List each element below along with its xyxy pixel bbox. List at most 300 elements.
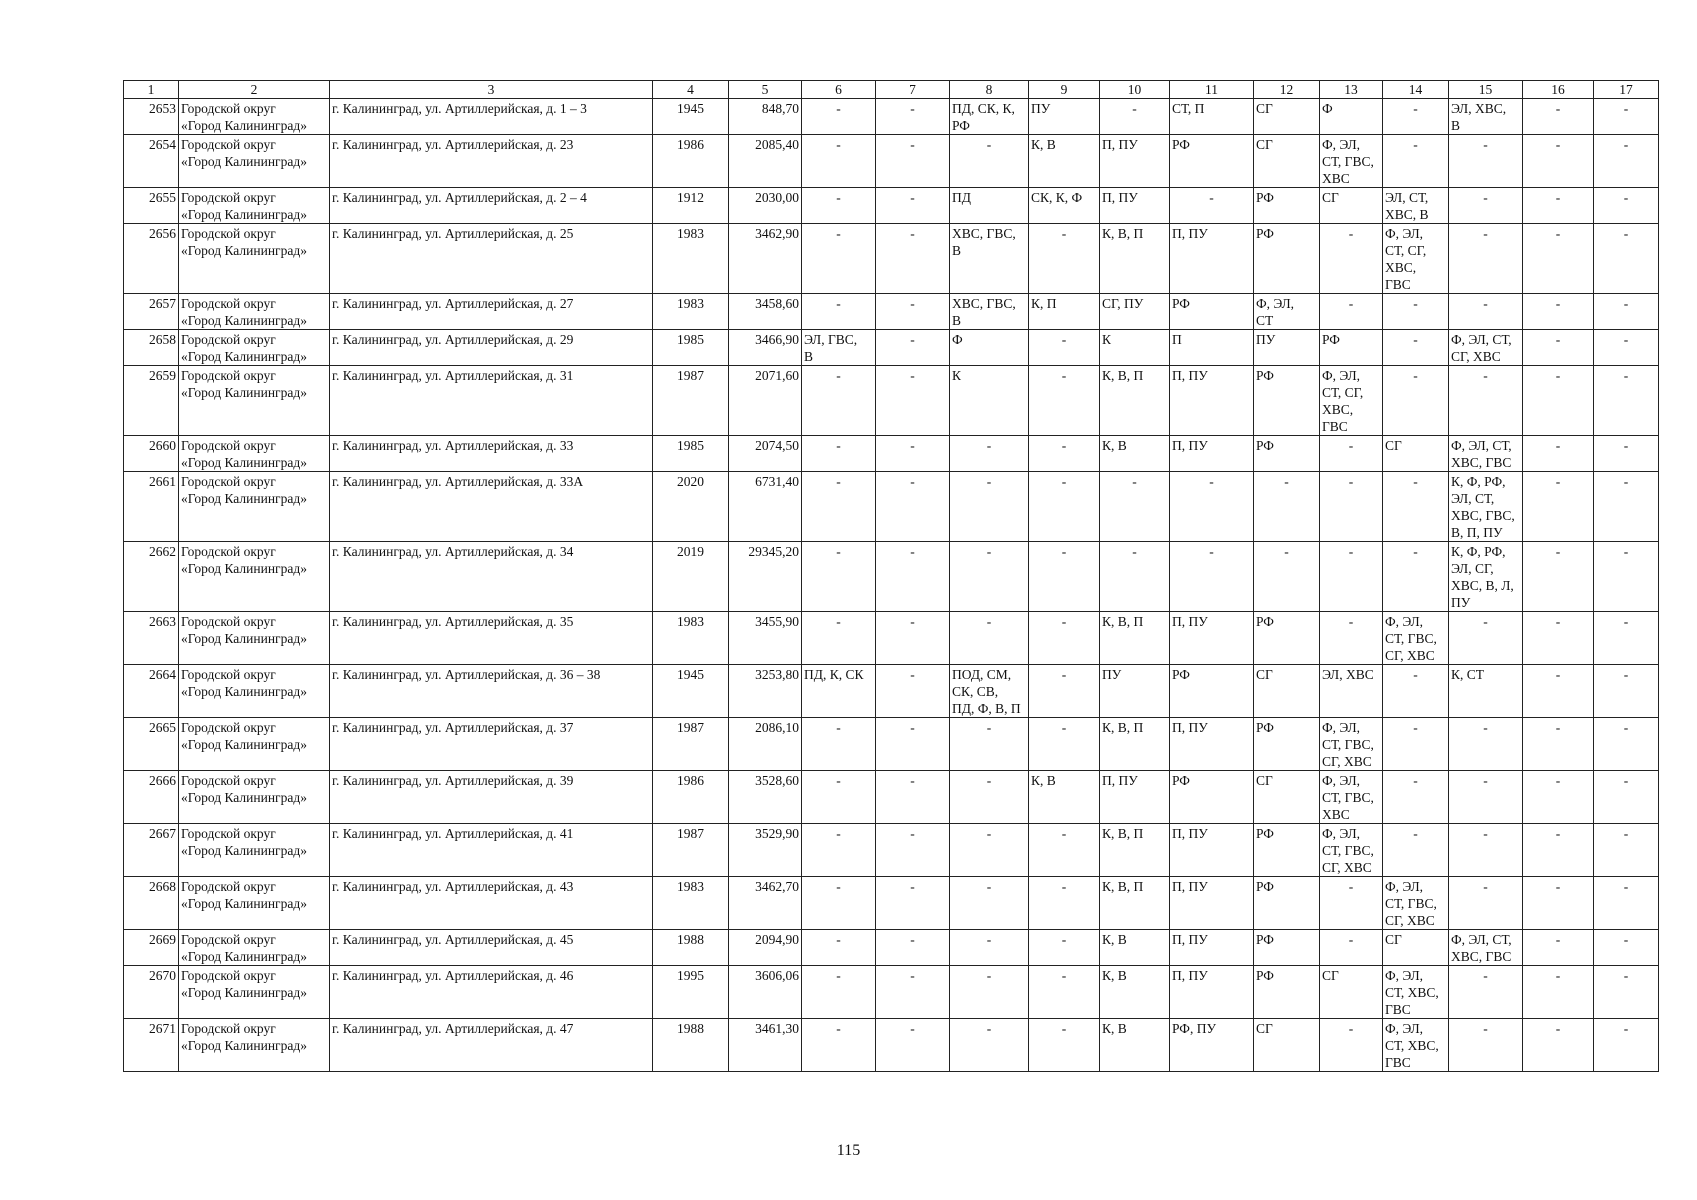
table-cell: 1983 [653, 877, 729, 930]
table-cell: - [876, 542, 950, 612]
table-cell: 2019 [653, 542, 729, 612]
table-cell: 3461,30 [729, 1019, 802, 1072]
table-cell: 1983 [653, 294, 729, 330]
table-cell: Ф, ЭЛ, СТ, ГВС, ХВС [1320, 771, 1383, 824]
table-cell: Городской округ «Город Калининград» [179, 330, 330, 366]
table-cell: - [1254, 472, 1320, 542]
table-cell: ПУ [1254, 330, 1320, 366]
table-cell: - [802, 188, 876, 224]
column-header-1: 1 [124, 81, 179, 99]
table-cell: 2671 [124, 1019, 179, 1072]
table-cell: Ф, ЭЛ, СТ, СГ, ХВС [1449, 330, 1523, 366]
table-cell: 2670 [124, 966, 179, 1019]
table-cell: 1912 [653, 188, 729, 224]
table-cell: Городской округ «Город Калининград» [179, 966, 330, 1019]
table-cell: 1985 [653, 330, 729, 366]
table-cell: - [876, 188, 950, 224]
table-row [124, 718, 1659, 771]
table-cell: - [1320, 1019, 1383, 1072]
table-cell: К, В, П [1100, 877, 1170, 930]
table-cell: П, ПУ [1170, 436, 1254, 472]
table-cell: 2654 [124, 135, 179, 188]
table-cell: - [1449, 135, 1523, 188]
table-cell: - [950, 718, 1029, 771]
table-cell: - [1594, 612, 1659, 665]
column-header-7: 7 [876, 81, 950, 99]
table-cell: - [1594, 366, 1659, 436]
table-cell: - [1029, 366, 1100, 436]
table-cell: Городской округ «Город Калининград» [179, 824, 330, 877]
table-cell: г. Калининград, ул. Артиллерийская, д. 25 [330, 224, 653, 294]
table-cell: - [950, 472, 1029, 542]
table-cell: г. Калининград, ул. Артиллерийская, д. 43 [330, 877, 653, 930]
column-header-16: 16 [1523, 81, 1594, 99]
table-cell: ЭЛ, ХВС [1320, 665, 1383, 718]
table-cell: - [1523, 472, 1594, 542]
table-cell: РФ [1254, 366, 1320, 436]
table-cell: РФ [1254, 188, 1320, 224]
table-cell: - [1594, 930, 1659, 966]
table-cell: - [876, 612, 950, 665]
table-row [124, 99, 1659, 135]
table-cell: 3462,70 [729, 877, 802, 930]
table-row [124, 1019, 1659, 1072]
table-cell: ПУ [1029, 99, 1100, 135]
table-cell: 2669 [124, 930, 179, 966]
table-cell: К, В, П [1100, 224, 1170, 294]
table-cell: - [950, 930, 1029, 966]
table-cell: 29345,20 [729, 542, 802, 612]
table-cell: Ф, ЭЛ, СТ, ГВС, СГ, ХВС [1383, 612, 1449, 665]
table-cell: Городской округ «Город Калининград» [179, 718, 330, 771]
table-row [124, 877, 1659, 930]
table-cell: - [876, 224, 950, 294]
table-cell: - [876, 330, 950, 366]
table-cell: - [1594, 330, 1659, 366]
table-cell: г. Калининград, ул. Артиллерийская, д. 29 [330, 330, 653, 366]
table-cell: К, В [1100, 966, 1170, 1019]
table-cell: Городской округ «Город Калининград» [179, 542, 330, 612]
table-cell: г. Калининград, ул. Артиллерийская, д. 39 [330, 771, 653, 824]
table-cell: 2658 [124, 330, 179, 366]
table-cell: - [1100, 542, 1170, 612]
table-cell: 1983 [653, 612, 729, 665]
table-cell: - [1383, 718, 1449, 771]
table-cell: Городской округ «Город Калининград» [179, 436, 330, 472]
table-cell: К, В [1100, 930, 1170, 966]
table-cell: РФ, ПУ [1170, 1019, 1254, 1072]
table-cell: 3455,90 [729, 612, 802, 665]
table-cell: - [1029, 330, 1100, 366]
table-cell: 2086,10 [729, 718, 802, 771]
column-header-9: 9 [1029, 81, 1100, 99]
table-cell: СГ [1254, 135, 1320, 188]
table-cell: Городской округ «Город Калининград» [179, 771, 330, 824]
table-cell: - [802, 612, 876, 665]
table-cell: - [1523, 665, 1594, 718]
table-cell: - [950, 824, 1029, 877]
table-cell: Ф, ЭЛ, СТ, ХВС, ГВС [1449, 930, 1523, 966]
table-cell: РФ [1254, 224, 1320, 294]
table-cell: - [1029, 718, 1100, 771]
table-cell: - [876, 436, 950, 472]
table-cell: - [876, 294, 950, 330]
table-cell: - [1594, 966, 1659, 1019]
table-cell: 6731,40 [729, 472, 802, 542]
table-cell: - [1320, 930, 1383, 966]
table-cell: - [1449, 1019, 1523, 1072]
table-cell: К, В [1100, 1019, 1170, 1072]
table-cell: - [1594, 472, 1659, 542]
table-cell: - [802, 366, 876, 436]
table-cell: - [1029, 1019, 1100, 1072]
table-row [124, 135, 1659, 188]
table-cell: РФ [1254, 930, 1320, 966]
table-cell: 2653 [124, 99, 179, 135]
table-cell: 1995 [653, 966, 729, 1019]
table-cell: 1985 [653, 436, 729, 472]
table-cell: - [876, 665, 950, 718]
table-cell: Городской округ «Город Калининград» [179, 612, 330, 665]
table-cell: - [1029, 612, 1100, 665]
table-cell: - [876, 472, 950, 542]
table-cell: П, ПУ [1170, 824, 1254, 877]
table-cell: - [1449, 877, 1523, 930]
table-cell: РФ [1254, 612, 1320, 665]
table-cell: - [1100, 99, 1170, 135]
column-header-6: 6 [802, 81, 876, 99]
table-cell: Городской округ «Город Калининград» [179, 472, 330, 542]
table-cell: РФ [1170, 771, 1254, 824]
table-cell: ПОД, СМ, СК, СВ, ПД, Ф, В, П [950, 665, 1029, 718]
table-cell: - [1383, 366, 1449, 436]
table-cell: - [1100, 472, 1170, 542]
table-cell: 3466,90 [729, 330, 802, 366]
table-cell: 3606,06 [729, 966, 802, 1019]
table-cell: СК, К, Ф [1029, 188, 1100, 224]
table-cell: - [1320, 436, 1383, 472]
table-cell: - [1523, 966, 1594, 1019]
table-cell: - [1449, 824, 1523, 877]
table-cell: 1988 [653, 1019, 729, 1072]
table-cell: - [802, 930, 876, 966]
table-cell: г. Калининград, ул. Артиллерийская, д. 46 [330, 966, 653, 1019]
table-cell: П, ПУ [1170, 930, 1254, 966]
table-cell: г. Калининград, ул. Артиллерийская, д. 27 [330, 294, 653, 330]
table-cell: СГ [1383, 436, 1449, 472]
table-cell: Ф, ЭЛ, СТ, ХВС, ГВС [1449, 436, 1523, 472]
table-cell: - [1594, 436, 1659, 472]
table-row [124, 612, 1659, 665]
table-cell: - [876, 877, 950, 930]
table-cell: ЭЛ, ХВС, В [1449, 99, 1523, 135]
table-cell: Городской округ «Город Калининград» [179, 294, 330, 330]
table-cell: - [1523, 366, 1594, 436]
table-cell: - [1523, 612, 1594, 665]
table-cell: 2665 [124, 718, 179, 771]
table-cell: РФ [1170, 135, 1254, 188]
table-cell: - [1449, 294, 1523, 330]
table-cell: - [1383, 542, 1449, 612]
table-cell: 2667 [124, 824, 179, 877]
table-cell: - [1383, 824, 1449, 877]
table-cell: - [1029, 472, 1100, 542]
table-cell: - [876, 1019, 950, 1072]
table-cell: К, В, П [1100, 824, 1170, 877]
table-cell: - [876, 771, 950, 824]
table-cell: 3458,60 [729, 294, 802, 330]
table-cell: ПД, СК, К, РФ [950, 99, 1029, 135]
table-cell: К [950, 366, 1029, 436]
table-cell: - [802, 472, 876, 542]
table-cell: - [1523, 824, 1594, 877]
table-cell: 2657 [124, 294, 179, 330]
table-cell: 2094,90 [729, 930, 802, 966]
table-cell: Ф, ЭЛ, СТ, ХВС, ГВС [1383, 966, 1449, 1019]
table-cell: 2071,60 [729, 366, 802, 436]
table-row [124, 366, 1659, 436]
table-cell: - [1594, 877, 1659, 930]
table-cell: 2655 [124, 188, 179, 224]
table-cell: - [1523, 99, 1594, 135]
table-cell: К, Ф, РФ, ЭЛ, СГ, ХВС, В, Л, ПУ [1449, 542, 1523, 612]
table-cell: - [1594, 135, 1659, 188]
table-cell: - [1320, 612, 1383, 665]
table-cell: 1945 [653, 665, 729, 718]
table-cell: - [1449, 366, 1523, 436]
table-cell: - [1594, 771, 1659, 824]
table-cell: - [1594, 99, 1659, 135]
table-cell: - [802, 966, 876, 1019]
table-cell: г. Калининград, ул. Артиллерийская, д. 2 – 4 [330, 188, 653, 224]
table-cell: ЭЛ, СТ, ХВС, В [1383, 188, 1449, 224]
table-cell: Ф, ЭЛ, СТ, ГВС, ХВС [1320, 135, 1383, 188]
table-cell: - [1029, 824, 1100, 877]
table-cell: ПУ [1100, 665, 1170, 718]
table-cell: - [1594, 224, 1659, 294]
table-cell: - [1523, 930, 1594, 966]
table-cell: г. Калининград, ул. Артиллерийская, д. 36 – 38 [330, 665, 653, 718]
table-cell: Городской округ «Город Калининград» [179, 188, 330, 224]
table-cell: - [1523, 330, 1594, 366]
table-cell: - [1594, 718, 1659, 771]
table-cell: П, ПУ [1100, 771, 1170, 824]
page-number: 115 [836, 1142, 861, 1159]
table-cell: - [876, 930, 950, 966]
table-cell: РФ [1254, 718, 1320, 771]
table-cell: г. Калининград, ул. Артиллерийская, д. 33 [330, 436, 653, 472]
column-header-14: 14 [1383, 81, 1449, 99]
table-row [124, 472, 1659, 542]
table-cell: - [802, 542, 876, 612]
table-cell: Городской округ «Город Калининград» [179, 366, 330, 436]
table-cell: - [1383, 472, 1449, 542]
table-cell: 1988 [653, 930, 729, 966]
table-cell: СТ, П [1170, 99, 1254, 135]
table-cell: 2020 [653, 472, 729, 542]
table-cell: 2656 [124, 224, 179, 294]
table-cell: Ф, ЭЛ, СТ, СГ, ХВС, ГВС [1383, 224, 1449, 294]
table-row [124, 188, 1659, 224]
table-cell: Городской округ «Город Калининград» [179, 99, 330, 135]
register-table [123, 80, 1659, 1072]
table-cell: - [802, 771, 876, 824]
table-row [124, 542, 1659, 612]
table-cell: г. Калининград, ул. Артиллерийская, д. 23 [330, 135, 653, 188]
table-cell: - [1383, 665, 1449, 718]
table-cell: 3528,60 [729, 771, 802, 824]
table-cell: К, В [1029, 771, 1100, 824]
column-header-13: 13 [1320, 81, 1383, 99]
table-cell: ХВС, ГВС, В [950, 224, 1029, 294]
table-cell: - [1170, 188, 1254, 224]
table-cell: - [1523, 135, 1594, 188]
table-cell: г. Калининград, ул. Артиллерийская, д. 34 [330, 542, 653, 612]
table-cell: 3462,90 [729, 224, 802, 294]
table-cell: - [1170, 542, 1254, 612]
column-header-15: 15 [1449, 81, 1523, 99]
table-cell: - [1383, 294, 1449, 330]
table-cell: Ф, ЭЛ, СТ, ХВС, ГВС [1383, 1019, 1449, 1072]
table-cell: г. Калининград, ул. Артиллерийская, д. 47 [330, 1019, 653, 1072]
table-cell: 848,70 [729, 99, 802, 135]
table-cell: - [950, 877, 1029, 930]
table-cell: РФ [1254, 966, 1320, 1019]
table-cell: СГ [1320, 966, 1383, 1019]
table-cell: - [802, 877, 876, 930]
table-cell: СГ [1383, 930, 1449, 966]
column-header-3: 3 [330, 81, 653, 99]
table-cell: 2085,40 [729, 135, 802, 188]
table-cell: г. Калининград, ул. Артиллерийская, д. 33А [330, 472, 653, 542]
table-header [124, 81, 1659, 99]
table-cell: 1986 [653, 771, 729, 824]
table-cell: - [802, 294, 876, 330]
table-cell: 2663 [124, 612, 179, 665]
table-cell: К, Ф, РФ, ЭЛ, СТ, ХВС, ГВС, В, П, ПУ [1449, 472, 1523, 542]
table-cell: Городской округ «Город Калининград» [179, 665, 330, 718]
table-cell: 2659 [124, 366, 179, 436]
column-header-8: 8 [950, 81, 1029, 99]
table-cell: - [1594, 665, 1659, 718]
table-cell: г. Калининград, ул. Артиллерийская, д. 45 [330, 930, 653, 966]
table-cell: - [1594, 188, 1659, 224]
table-cell: Ф, ЭЛ, СТ, ГВС, СГ, ХВС [1383, 877, 1449, 930]
table-cell: - [1594, 1019, 1659, 1072]
table-cell: - [802, 1019, 876, 1072]
table-cell: 3253,80 [729, 665, 802, 718]
table-cell: СГ [1254, 99, 1320, 135]
table-cell: - [950, 542, 1029, 612]
table-cell: - [1594, 294, 1659, 330]
table-cell: - [1594, 542, 1659, 612]
table-cell: - [802, 718, 876, 771]
table-cell: К, В [1029, 135, 1100, 188]
table-cell: Ф [950, 330, 1029, 366]
table-cell: - [1449, 966, 1523, 1019]
header-row [124, 81, 1659, 99]
table-cell: - [1449, 718, 1523, 771]
table-cell: 2666 [124, 771, 179, 824]
table-cell: г. Калининград, ул. Артиллерийская, д. 41 [330, 824, 653, 877]
table-row [124, 665, 1659, 718]
table-cell: - [950, 966, 1029, 1019]
table-cell: П, ПУ [1100, 135, 1170, 188]
table-cell: 1987 [653, 824, 729, 877]
table-cell: - [1029, 665, 1100, 718]
table-cell: СГ [1254, 771, 1320, 824]
table-cell: П, ПУ [1170, 366, 1254, 436]
table-cell: Городской округ «Город Калининград» [179, 224, 330, 294]
table-cell: - [1029, 877, 1100, 930]
table-cell: ЭЛ, ГВС, В [802, 330, 876, 366]
table-cell: РФ [1254, 436, 1320, 472]
table-cell: - [876, 99, 950, 135]
table-cell: - [950, 1019, 1029, 1072]
table-cell: - [1449, 224, 1523, 294]
table-cell: ПД [950, 188, 1029, 224]
table-row [124, 824, 1659, 877]
column-header-17: 17 [1594, 81, 1659, 99]
table-cell: ХВС, ГВС, В [950, 294, 1029, 330]
table-cell: Городской округ «Город Калининград» [179, 135, 330, 188]
table-cell: 1987 [653, 366, 729, 436]
table-cell: - [950, 135, 1029, 188]
table-cell: - [1320, 294, 1383, 330]
table-cell: Городской округ «Город Калининград» [179, 930, 330, 966]
table-cell: РФ [1254, 877, 1320, 930]
table-cell: Ф, ЭЛ, СТ, ГВС, СГ, ХВС [1320, 824, 1383, 877]
table-cell: - [1523, 436, 1594, 472]
table-cell: - [876, 366, 950, 436]
table-cell: - [876, 135, 950, 188]
table-cell: К, В [1100, 436, 1170, 472]
table-cell: П, ПУ [1170, 877, 1254, 930]
table-cell: г. Калининград, ул. Артиллерийская, д. 37 [330, 718, 653, 771]
column-header-10: 10 [1100, 81, 1170, 99]
table-cell: - [1029, 966, 1100, 1019]
table-row [124, 966, 1659, 1019]
table-cell: г. Калининград, ул. Артиллерийская, д. 35 [330, 612, 653, 665]
table-cell: П, ПУ [1100, 188, 1170, 224]
table-cell: 2664 [124, 665, 179, 718]
table-cell: К [1100, 330, 1170, 366]
table-cell: П [1170, 330, 1254, 366]
column-header-12: 12 [1254, 81, 1320, 99]
table-cell: - [950, 771, 1029, 824]
table-cell: - [1523, 188, 1594, 224]
table-cell: Ф, ЭЛ, СТ, ГВС, СГ, ХВС [1320, 718, 1383, 771]
table-cell: Ф, ЭЛ, СТ [1254, 294, 1320, 330]
table-cell: - [1523, 294, 1594, 330]
table-cell: СГ [1254, 665, 1320, 718]
column-header-4: 4 [653, 81, 729, 99]
table-cell: РФ [1254, 824, 1320, 877]
table-cell: 1987 [653, 718, 729, 771]
table-cell: К, П [1029, 294, 1100, 330]
table-cell: СГ [1254, 1019, 1320, 1072]
table-cell: Городской округ «Город Калининград» [179, 1019, 330, 1072]
table-row [124, 294, 1659, 330]
table-cell: К, В, П [1100, 612, 1170, 665]
table-cell: - [950, 612, 1029, 665]
table-cell: - [1523, 877, 1594, 930]
table-row [124, 436, 1659, 472]
table-cell: РФ [1170, 665, 1254, 718]
table-cell: - [1449, 188, 1523, 224]
table-cell: 2030,00 [729, 188, 802, 224]
table-cell: Ф, ЭЛ, СТ, СГ, ХВС, ГВС [1320, 366, 1383, 436]
